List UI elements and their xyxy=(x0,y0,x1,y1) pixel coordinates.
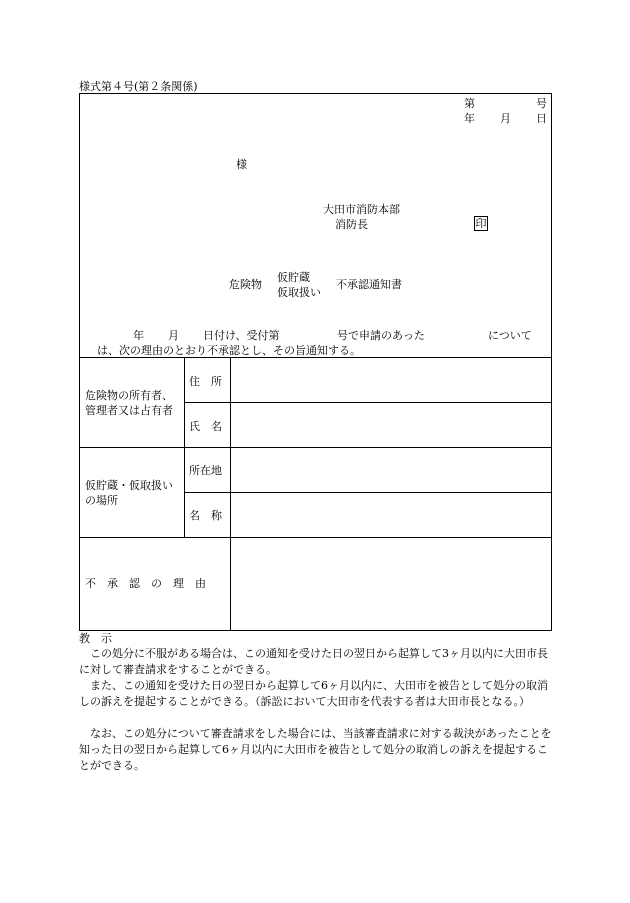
title-option-storage: 仮貯蔵 xyxy=(277,271,310,284)
body-number-request: 号で申請のあった xyxy=(337,329,425,342)
title-option-handling: 仮取扱い xyxy=(277,286,321,299)
location-label: 所在地 xyxy=(189,464,222,477)
body-date-receipt: 日付け、受付第 xyxy=(203,329,280,342)
table-col-divider-2 xyxy=(230,357,231,631)
table-rule-place-bottom xyxy=(79,537,552,538)
reason-label: 不 承 認 の 理 由 xyxy=(85,577,206,590)
notes-paragraph-3: なお、この処分について審査請求をした場合には、当該審査請求に対する裁決があったことを知った日の翌日から起算して6ヶ月以内に大田市を被告として処分の取消しの訴えを提起することができる。 xyxy=(79,727,552,772)
date-day: 日 xyxy=(536,112,547,125)
owner-label-line1: 危険物の所有者、 xyxy=(85,389,173,402)
table-top-rule xyxy=(79,357,552,358)
notes-paragraph-2: また、この通知を受けた日の翌日から起算して6ヶ月以内に、大田市を被告として処分の取消しの訴えを提起することができる。（訴訟において大田市を代表する者は大田市長となる。） xyxy=(79,679,548,708)
table-col-divider-1 xyxy=(184,357,185,537)
title-disapproval-notice: 不承認通知書 xyxy=(336,278,402,291)
issuer-title: 消防長 xyxy=(335,218,368,231)
addressee-honorific: 様 xyxy=(236,158,247,171)
number-prefix: 第 xyxy=(464,97,475,110)
issuer-org: 大田市消防本部 xyxy=(323,203,400,216)
body-month: 月 xyxy=(168,329,179,342)
name-label: 氏 名 xyxy=(189,420,222,433)
table-rule-address xyxy=(184,402,552,403)
place-label-line2: の場所 xyxy=(85,494,118,507)
body-regarding: について xyxy=(488,329,532,342)
body-line2: は、次の理由のとおり不承認とし、その旨通知する。 xyxy=(97,344,361,357)
title-hazardous: 危険物 xyxy=(229,278,262,291)
body-year: 年 xyxy=(133,329,144,342)
table-rule-location xyxy=(184,492,552,493)
notes-paragraph-1: この処分に不服がある場合は、この通知を受けた日の翌日から起算して3ヶ月以内に大田市長に対して審査請求をすることができる。 xyxy=(79,647,548,676)
facility-name-label: 名 称 xyxy=(189,509,222,522)
form-frame xyxy=(79,93,552,631)
date-year: 年 xyxy=(464,112,475,125)
owner-label-line2: 管理者又は占有者 xyxy=(85,404,173,417)
number-suffix: 号 xyxy=(536,97,547,110)
place-label-line1: 仮貯蔵・仮取扱い xyxy=(85,479,173,492)
seal-stamp: 印 xyxy=(475,217,487,230)
address-label: 住 所 xyxy=(189,375,222,388)
form-number: 様式第４号(第２条関係) xyxy=(79,80,198,93)
date-month: 月 xyxy=(500,112,511,125)
table-rule-owner-bottom xyxy=(79,447,552,448)
notes-heading: 教 示 xyxy=(79,632,112,645)
